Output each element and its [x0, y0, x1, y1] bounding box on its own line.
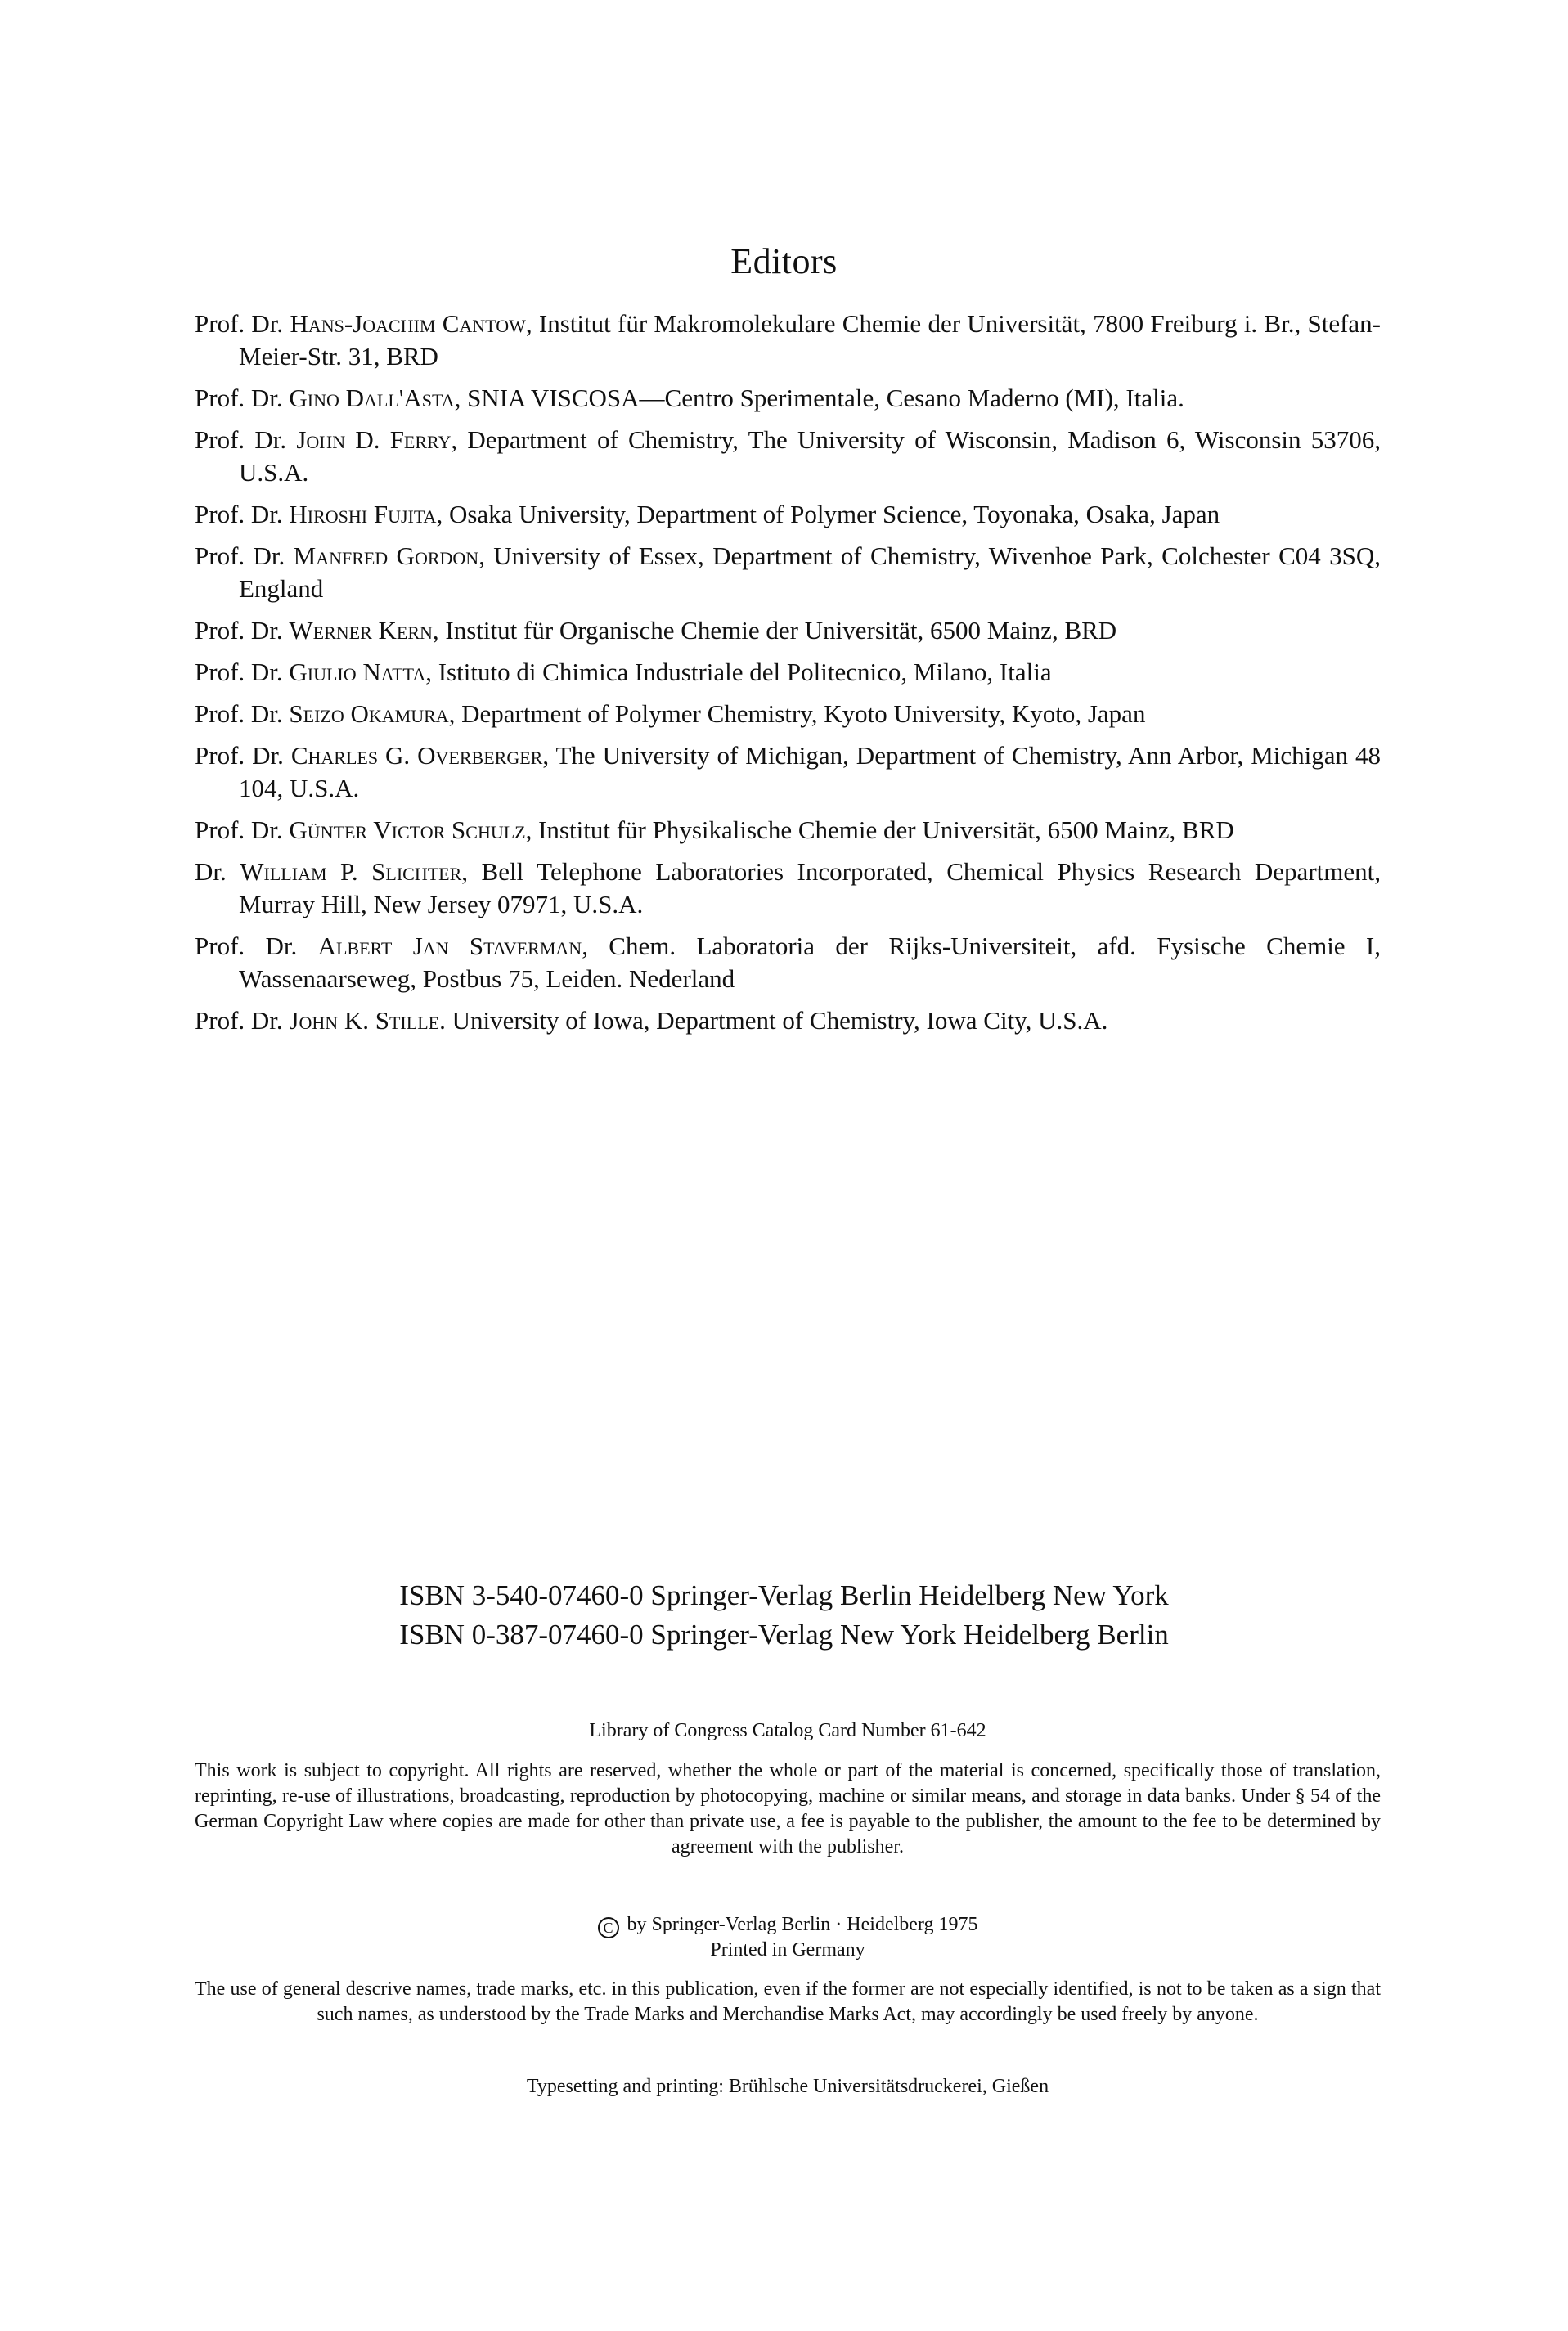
- editor-list: [195, 308, 1381, 1046]
- lccn-line: Library of Congress Catalog Card Number 61-642: [589, 1720, 986, 1741]
- editor-prefix: Prof. Dr.: [195, 741, 291, 770]
- editor-details: , Department of Chemistry, The University of Wisconsin, Madison 6, Wisconsin 53706, U.S.A.: [239, 425, 1381, 487]
- editor-details: , Istituto di Chimica Industriale del Politecnico, Milano, Italia: [425, 658, 1052, 686]
- editor-entry: [195, 382, 1381, 415]
- editor-prefix: Prof. Dr.: [195, 616, 290, 645]
- editor-prefix: Prof. Dr.: [195, 1006, 290, 1035]
- editor-name: Albert Jan Staverman: [317, 932, 582, 960]
- editor-name: Günter Victor Schulz: [289, 815, 526, 844]
- editor-name: Werner Kern: [289, 616, 433, 645]
- editor-prefix: Prof. Dr.: [195, 309, 290, 338]
- editor-details: , SNIA VISCOSA—Centro Sperimentale, Cesano Maderno (MI), Italia.: [454, 384, 1184, 412]
- editor-details: , Institut für Physikalische Chemie der Universität, 6500 Mainz, BRD: [525, 815, 1234, 844]
- editor-name: Giulio Natta: [289, 658, 426, 686]
- editors-heading: Editors: [730, 241, 838, 281]
- editor-name: Hans-Joachim Cantow: [290, 309, 526, 338]
- editor-prefix: Dr.: [195, 857, 240, 886]
- editor-name: Seizo Okamura: [289, 699, 449, 728]
- editor-prefix: Prof. Dr.: [195, 425, 297, 454]
- editor-name: John D. Ferry: [296, 425, 452, 454]
- editor-prefix: Prof. Dr.: [195, 541, 294, 570]
- editor-entry: [195, 856, 1381, 921]
- editor-details: , Chem. Laboratoria der Rijks-Universiteit, afd. Fysische Chemie I, Wassenaarseweg, Postbus 75, Leiden. Nederland: [239, 932, 1381, 993]
- editor-prefix: Prof. Dr.: [195, 658, 290, 686]
- editor-prefix: Prof. Dr.: [195, 815, 290, 844]
- editor-details: , Department of Polymer Chemistry, Kyoto University, Kyoto, Japan: [448, 699, 1146, 728]
- editor-entry: [195, 656, 1381, 689]
- editor-prefix: Prof. Dr.: [195, 500, 290, 528]
- editor-name: Hiroshi Fujita: [289, 500, 437, 528]
- isbn-line: ISBN 3-540-07460-0 Springer-Verlag Berlin Heidelberg New York: [399, 1579, 1169, 1611]
- isbn-block: [0, 1576, 1568, 1655]
- copyright-text: by Springer-Verlag Berlin · Heidelberg 1975: [627, 1914, 978, 1935]
- copyright-icon: C: [598, 1917, 619, 1938]
- editor-name: Gino Dall'Asta: [289, 384, 455, 412]
- editor-details: , Osaka University, Department of Polymer Science, Toyonaka, Osaka, Japan: [436, 500, 1220, 528]
- editor-prefix: Prof. Dr.: [195, 699, 290, 728]
- isbn-line: ISBN 0-387-07460-0 Springer-Verlag New York Heidelberg Berlin: [399, 1619, 1169, 1651]
- copyright-line: [195, 1912, 1381, 1938]
- editor-entry: [195, 540, 1381, 605]
- editor-details: , University of Essex, Department of Chemistry, Wivenhoe Park, Colchester C04 3SQ, England: [239, 541, 1382, 603]
- editor-details: , Institut für Makromolekulare Chemie der Universität, 7800 Freiburg i. Br., Stefan-Meier-Str. 31, BRD: [239, 309, 1382, 371]
- editor-name: Manfred Gordon: [293, 541, 479, 570]
- editor-details: , The University of Michigan, Department of Chemistry, Ann Arbor, Michigan 48 104, U.S.A.: [239, 741, 1381, 802]
- typesetting-line: Typesetting and printing: Brühlsche Universitätsdruckerei, Gießen: [526, 2076, 1049, 2097]
- editor-entry: [195, 739, 1381, 805]
- editor-details: , Bell Telephone Laboratories Incorporated, Chemical Physics Research Department, Murray Hill, New Jersey 07971, U.S.A.: [239, 857, 1381, 918]
- editor-entry: [195, 308, 1381, 373]
- editor-entry: [195, 614, 1381, 647]
- copyright-notice: This work is subject to copyright. All rights are reserved, whether the whole or part of the material is concerned, specifically those of translation, reprinting, re-use of illustrations, broadcasting, reproduction by photocopying, machine or similar means, and storage in data banks. Under § 54 of the German Copyright Law where copies are made for other than private use, a fee is payable to the publisher, the amount to the fee to be determined by agreement with the publisher.: [195, 1760, 1381, 1857]
- editor-entry: [195, 498, 1381, 531]
- editor-entry: [195, 814, 1381, 847]
- editor-name: John K. Stille: [289, 1006, 440, 1035]
- editor-entry: [195, 930, 1381, 995]
- editor-entry: [195, 424, 1381, 489]
- editor-details: , Institut für Organische Chemie der Universität, 6500 Mainz, BRD: [432, 616, 1117, 645]
- editor-entry: [195, 1004, 1381, 1037]
- trademark-notice: The use of general descrive names, trade marks, etc. in this publication, even if the former are not especially identified, is not to be taken as a sign that such names, as understood by the Trade Marks and Merchandise Marks Act, may accordingly be used freely by anyone.: [195, 1978, 1381, 2025]
- editor-name: William P. Slichter: [240, 857, 462, 886]
- editor-entry: [195, 698, 1381, 730]
- editor-prefix: Prof. Dr.: [195, 384, 290, 412]
- editor-prefix: Prof. Dr.: [195, 932, 318, 960]
- printed-in-line: Printed in Germany: [710, 1939, 865, 1960]
- editor-details: . University of Iowa, Department of Chemistry, Iowa City, U.S.A.: [439, 1006, 1108, 1035]
- editor-name: Charles G. Overberger: [290, 741, 543, 770]
